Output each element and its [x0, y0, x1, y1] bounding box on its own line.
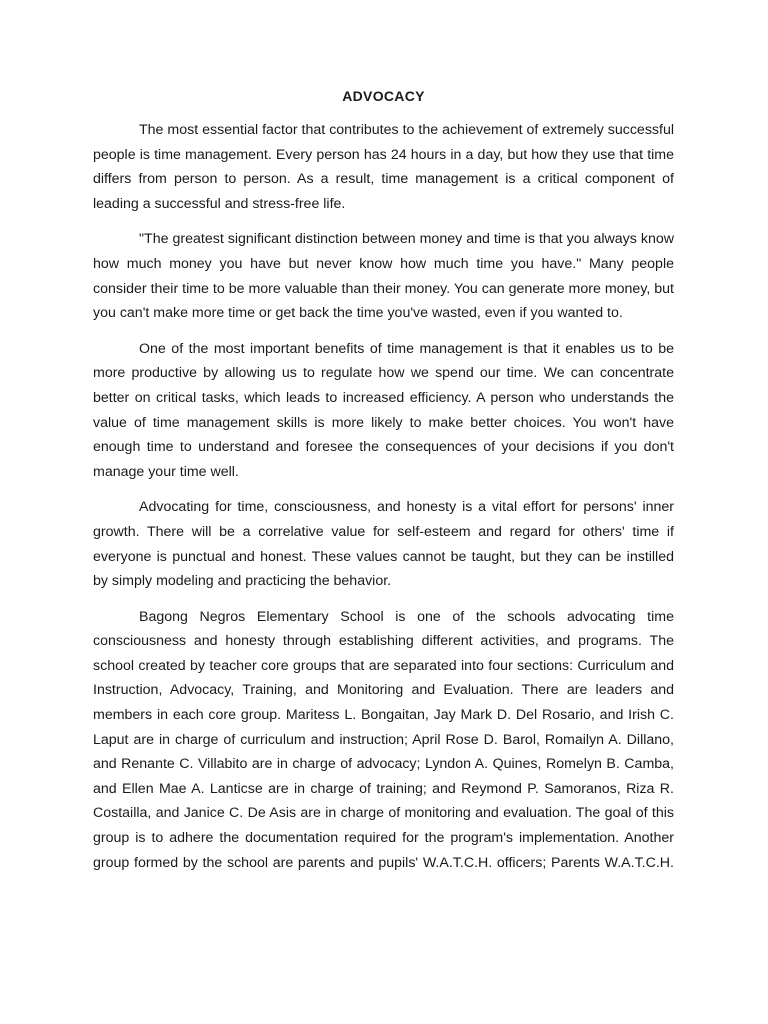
document-title: ADVOCACY [342, 88, 425, 104]
paragraph-school-groups: Bagong Negros Elementary School is one of the schools advocating time consciousness and honesty through establishing different activities, and programs. The school created by teacher core groups that are separated into four sections: Curriculum and Instruction, Advocacy, Training, and Monitoring and Evaluation. There are leaders and members in each core group. Maritess L. Bongaitan, Jay Mark D. Del Rosario, and Irish C. Laput are in charge of curriculum and instruction; April Rose D. Barol, Romailyn A. Dillano, and Renante C. Villabito are in charge of advocacy; Lyndon A. Quines, Romelyn B. Camba, and Ellen Mae A. Lanticse are in charge of training; and Reymond P. Samoranos, Riza R. Costailla, and Janice C. De Asis are in charge of monitoring and evaluation. The goal of this group is to adhere the documentation required for the program's implementation. Another group formed by the school are parents and pupils' W.A.T.C.H. officers; Parents W.A.T.C.H. [93, 608, 674, 871]
paragraph-money-and-time: "The greatest significant distinction between money and time is that you always know how much money you have but never know how much time you have." Many people consider their time to be more valuable than their money. You can generate more money, but you can't make more time or get back the time you've wasted, even if you wanted to. [93, 231, 674, 322]
paragraph-benefits: One of the most important benefits of time management is that it enables us to be more productive by allowing us to regulate how we spend our time. We can concentrate better on critical tasks, which leads to increased efficiency. A person who understands the value of time management skills is more likely to make better choices. You won't have enough time to understand and foresee the consequences of your decisions if you don't manage your time well. [93, 340, 674, 480]
paragraph-advocating: Advocating for time, consciousness, and honesty is a vital effort for persons' inner growth. There will be a correlative value for self-esteem and regard for others' time if everyone is punctual and honest. These values cannot be taught, but they can be instilled by simply modeling and practicing the behavior. [93, 499, 674, 590]
document-page [93, 86, 674, 886]
paragraph-time-management: The most essential factor that contributes to the achievement of extremely successful people is time management. Every person has 24 hours in a day, but how they use that time differs from person to person. As a result, time management is a critical component of leading a successful and stress-free life. [93, 122, 674, 212]
